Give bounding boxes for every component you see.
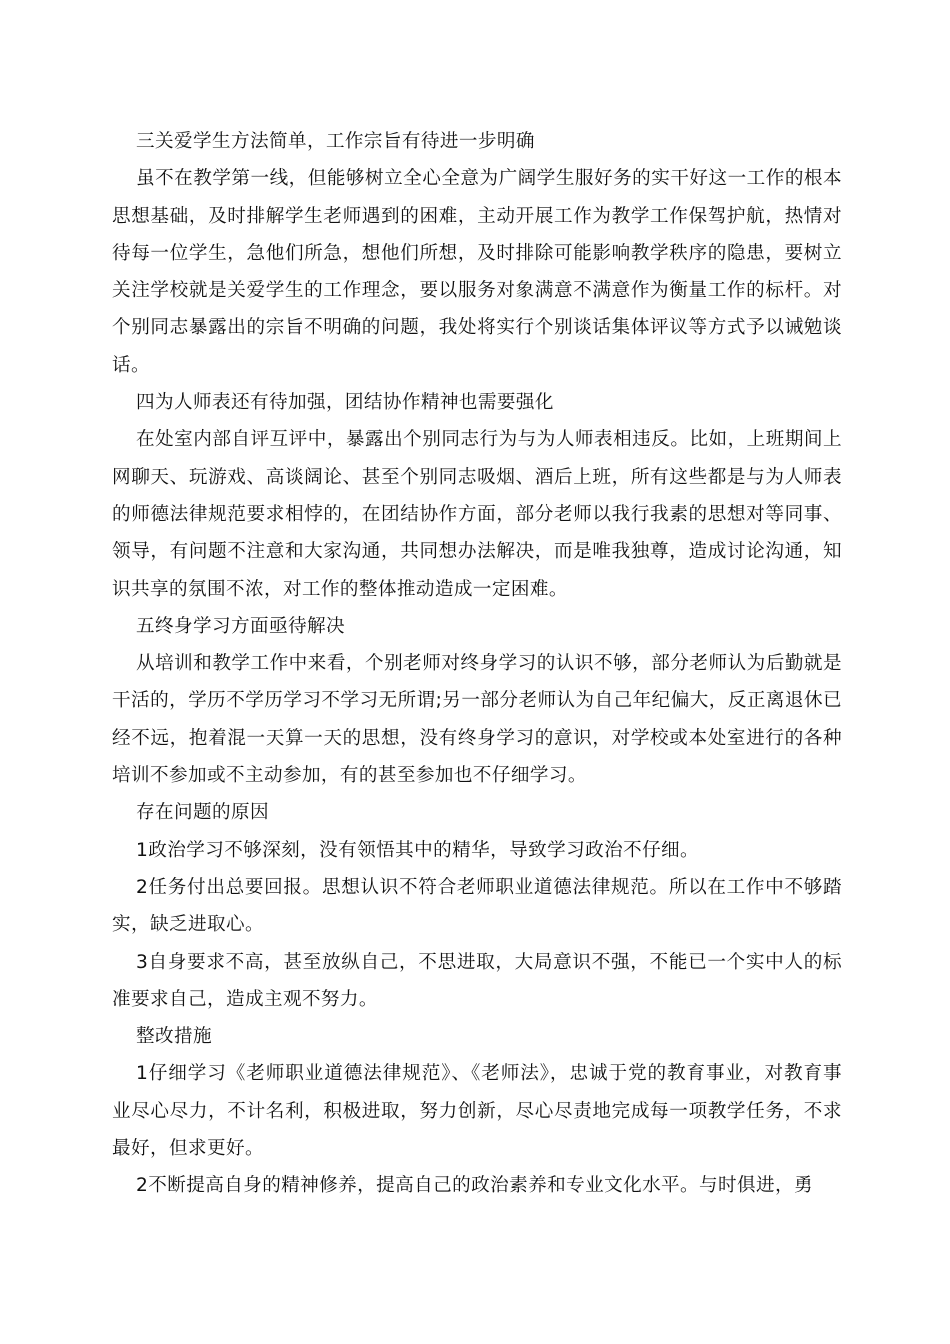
measure-item-2: 2不断提高自身的精神修养，提高自己的政治素养和专业文化水平。与时俱进，勇	[136, 1175, 814, 1197]
section-heading-3: 三关爱学生方法简单，工作宗旨有待进一步明确	[136, 131, 535, 152]
cause-item-3: 3自身要求不高，甚至放纵自己，不思进取，大局意识不强，不能已一个实中人的标准要求自己，造成主观不努力。	[112, 951, 842, 1010]
section-heading-causes: 存在问题的原因	[136, 802, 269, 824]
section-heading-5: 五终身学习方面亟待解决	[136, 615, 345, 637]
document-body	[112, 123, 842, 1205]
cause-item-1: 1政治学习不够深刻，没有领悟其中的精华，导致学习政治不仔细。	[136, 839, 700, 861]
paragraph: 在处室内部自评互评中，暴露出个别同志行为与为人师表相违反。比如，上班期间上网聊天、玩游戏、高谈阔论、甚至个别同志吸烟、酒后上班，所有这些都是与为人师表的师德法律规范要求相悖的，在团结协作方面，部分老师以我行我素的思想对等同事、领导，有问题不注意和大家沟通，共同想办法解决，而是唯我独尊，造成讨论沟通，知识共享的氛围不浓，对工作的整体推动造成一定困难。	[112, 429, 842, 600]
section-heading-measures: 整改措施	[136, 1026, 212, 1048]
paragraph: 虽不在教学第一线，但能够树立全心全意为广阔学生服好务的实干好这一工作的根本思想基础，及时排解学生老师遇到的困难，主动开展工作为教学工作保驾护航，热情对待每一位学生，急他们所急，想他们所想，及时排除可能影响教学秩序的隐患，要树立关注学校就是关爱学生的工作理念，要以服务对象满意不满意作为衡量工作的标杆。对个别同志暴露出的宗旨不明确的问题，我处将实行个别谈话集体评议等方式予以诫勉谈话。	[112, 168, 842, 376]
section-heading-4: 四为人师表还有待加强，团结协作精神也需要强化	[136, 392, 554, 414]
paragraph: 从培训和教学工作中来看，个别老师对终身学习的认识不够，部分老师认为后勤就是干活的，学历不学历学习不学习无所谓;另一部分老师认为自己年纪偏大，反正离退休已经不远，抱着混一天算一天的思想，没有终身学习的意识，对学校或本处室进行的各种培训不参加或不主动参加，有的甚至参加也不仔细学习。	[112, 653, 842, 787]
cause-item-2: 2任务付出总要回报。思想认识不符合老师职业道德法律规范。所以在工作中不够踏实，缺乏进取心。	[112, 876, 842, 936]
measure-item-1: 1仔细学习《老师职业道德法律规范》、《老师法》，忠诚于党的教育事业，对教育事业尽心尽力，不计名利，积极进取，努力创新，尽心尽责地完成每一项教学任务，不求最好，但求更好。	[112, 1063, 842, 1160]
